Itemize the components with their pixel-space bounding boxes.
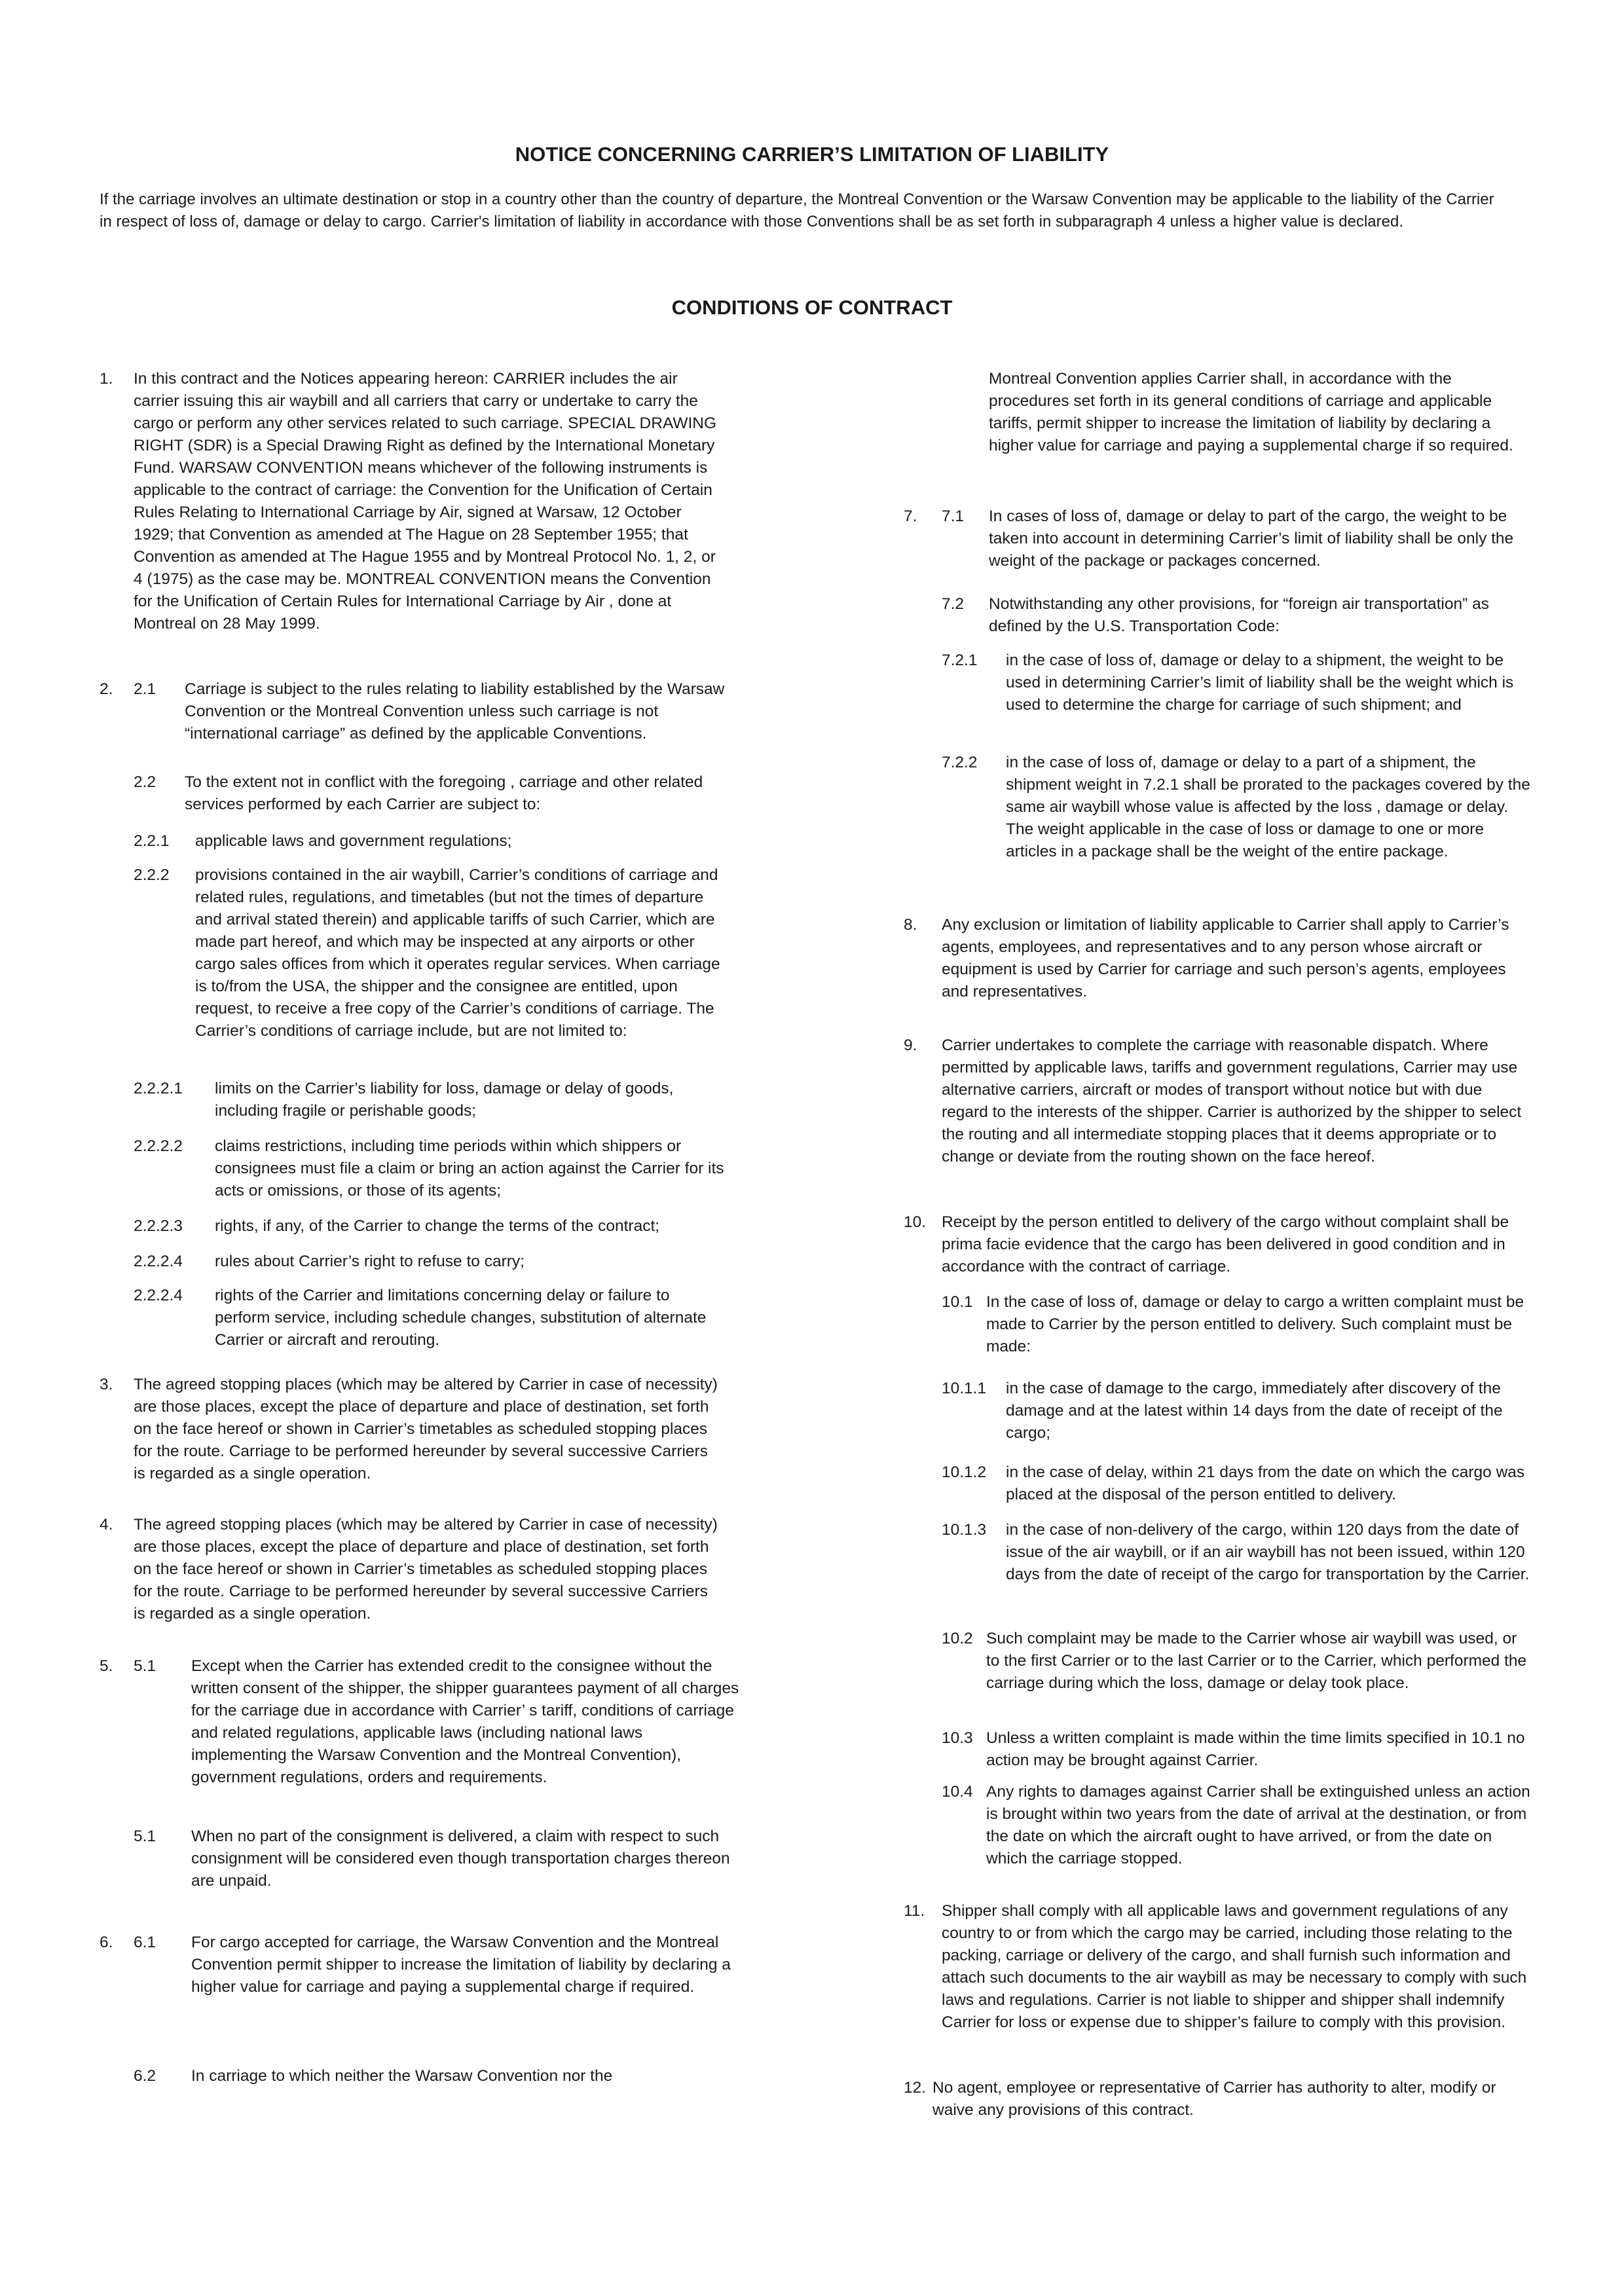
clause-text: claims restrictions, including time periods within which shippers or consignees must file a claim or bring an action against the Carrier for its acts or omissions, or those of its agents;	[215, 1137, 724, 1200]
clause-text: In cases of loss of, damage or delay to part of the cargo, the weight to be taken into account in determining Carrier’s limit of liability shall be only the weight of the package or packages concerned.	[989, 507, 1514, 570]
clause-text: in the case of non-delivery of the cargo, within 120 days from the date of issue of the air waybill, or if an air waybill has not been issued, within 120 days from the date of receipt of the cargo for transportation by the Carrier.	[1006, 1521, 1530, 1583]
clause-text: For cargo accepted for carriage, the Warsaw Convention and the Montreal Convention permit shipper to increase the limitation of liability by declaring a higher value for carriage and paying a supplemental charge if required.	[191, 1934, 731, 1996]
conditions-title: CONDITIONS OF CONTRACT	[671, 296, 953, 319]
clause-number: 12.	[904, 2079, 927, 2097]
subclause-number: 2.2.2.2	[134, 1137, 183, 1155]
clause-text: The agreed stopping places (which may be altered by Carrier in case of necessity) are those places, except the place of departure and place of destination, set forth on the face hereof or shown in Carrier’s timetables as scheduled stopping places for the route. Carriage to be performed hereunder by several successive Carriers is regarded as a single operation.	[134, 1376, 718, 1482]
clause-text: No agent, employee or representative of Carrier has authority to alter, modify or waive any provisions of this contract.	[932, 2079, 1496, 2119]
clause-text: Carrier undertakes to complete the carriage with reasonable dispatch. Where permitted by applicable laws, tariffs and government regulations, Carrier may use alternative carriers, aircraft or modes of transport without notice but with due regard to the interests of the shipper. Carrier is authorized by the shipper to select the routing and all intermediate stopping places that it deems appropriate or to change or deviate from the routing shown on the face hereof.	[942, 1037, 1522, 1166]
clause-text: in the case of loss of, damage or delay to a shipment, the weight to be used in determining Carrier’s limit of liability shall be the weight which is used to determine the charge for carriage of such shipment; and	[1006, 652, 1514, 714]
clause-number: 1.	[100, 370, 113, 388]
subclause-number: 10.4	[942, 1783, 973, 1801]
subclause-number: 2.2	[134, 773, 157, 791]
clause-number: 3.	[100, 1376, 113, 1393]
subclause-number: 5.1	[134, 1827, 157, 1845]
clause-text: In the case of loss of, damage or delay to cargo a written complaint must be made to Carrier by the person entitled to delivery. Such complaint must be made:	[986, 1293, 1524, 1355]
clause-number: 2.	[100, 680, 113, 698]
clause-number: 4.	[100, 1516, 113, 1533]
clause-text: To the extent not in conflict with the foregoing , carriage and other related services performed by each Carrier are subject to:	[185, 773, 703, 813]
subclause-number: 10.2	[942, 1630, 973, 1647]
clause-text: Any exclusion or limitation of liability applicable to Carrier shall apply to Carrier’s agents, employees, and representatives and to any person whose aircraft or equipment is used by Carrier for carriage and such person’s agents, employees and representatives.	[942, 916, 1509, 1001]
clause-text: Except when the Carrier has extended credit to the consignee without the written consent of the shipper, the shipper guarantees payment of all charges for the carriage due in accordance with Carrier’ s tariff, conditions of carriage and related regulations, applicable laws (including national laws implementing the Warsaw Convention and the Montreal Convention), government regulations, orders and requirements.	[191, 1657, 739, 1786]
clause-text: in the case of damage to the cargo, immediately after discovery of the damage and at the latest within 14 days from the date of receipt of the cargo;	[1006, 1380, 1503, 1442]
clause-text: rights, if any, of the Carrier to change the terms of the contract;	[215, 1217, 660, 1235]
notice-text: If the carriage involves an ultimate destination or stop in a country other than the country of departure, the Montreal Convention or the Warsaw Convention may be applicable to the liability of the Carrier in respect of loss of, damage or delay to cargo. Carrier's limitation of liability in accordance with those Conventions shall be as set forth in subparagraph 4 unless a higher value is declared.	[100, 191, 1494, 230]
subclause-number: 6.1	[134, 1934, 157, 1951]
subclause-number: 2.2.2.1	[134, 1080, 183, 1097]
subclause-number: 2.2.2	[134, 866, 170, 884]
clause-text: limits on the Carrier’s liability for loss, damage or delay of goods, including fragile or perishable goods;	[215, 1080, 674, 1120]
clause-number: 10.	[904, 1213, 927, 1231]
clause-text: Unless a written complaint is made within the time limits specified in 10.1 no action may be brought against Carrier.	[986, 1729, 1525, 1769]
subclause-number: 7.2.2	[942, 754, 978, 771]
subclause-number: 6.2	[134, 2067, 157, 2085]
clause-text: in the case of delay, within 21 days from the date on which the cargo was placed at the disposal of the person entitled to delivery.	[1006, 1463, 1525, 1503]
clause-text: When no part of the consignment is delivered, a claim with respect to such consignment will be considered even though transportation charges thereon are unpaid.	[191, 1827, 730, 1890]
clause-number: 7.	[904, 507, 917, 525]
clause-number: 11.	[904, 1902, 925, 1920]
clause-text: Carriage is subject to the rules relating to liability established by the Warsaw Convention or the Montreal Convention unless such carriage is not “international carriage” as defined by the applicable Conventions.	[185, 680, 725, 743]
clause-number: 9.	[904, 1037, 917, 1054]
clause-text: Montreal Convention applies Carrier shall, in accordance with the procedures set forth in its general conditions of carriage and applicable tariffs, permit shipper to increase the limitation of liability by declaring a higher value for carriage and paying a supplemental charge if so required.	[989, 370, 1513, 454]
clause-text: Such complaint may be made to the Carrier whose air waybill was used, or to the first Carrier or to the last Carrier or to the Carrier, which performed the carriage during which the loss, damage or delay took place.	[986, 1630, 1527, 1692]
clause-text: Receipt by the person entitled to delivery of the cargo without complaint shall be prima facie evidence that the cargo has been delivered in good condition and in accordance with the contract of carriage.	[942, 1213, 1509, 1276]
clause-text: in the case of loss of, damage or delay to a part of a shipment, the shipment weight in 7.2.1 shall be prorated to the packages covered by the same air waybill whose value is affected by the loss , damage or delay. The weight applicable in the case of loss or damage to one or more articles in a package shall be the weight of the entire package.	[1006, 754, 1530, 860]
subclause-number: 10.3	[942, 1729, 973, 1747]
subclause-number: 2.2.2.3	[134, 1217, 183, 1235]
subclause-number: 10.1	[942, 1293, 973, 1311]
subclause-number: 2.1	[134, 680, 157, 698]
clause-text: Any rights to damages against Carrier shall be extinguished unless an action is brought within two years from the date of arrival at the destination, or from the date on which the aircraft ought to have arrived, or from the date on which the carriage stopped.	[986, 1783, 1530, 1867]
subclause-number: 10.1.2	[942, 1463, 987, 1481]
clause-text: In this contract and the Notices appearing hereon: CARRIER includes the air carrier issuing this air waybill and all carriers that carry or undertake to carry the cargo or perform any other services related to such carriage. SPECIAL DRAWING RIGHT (SDR) is a Special Drawing Right as defined by the International Monetary Fund. WARSAW CONVENTION means whichever of the following instruments is applicable to the contract of carriage: the Convention for the Unification of Certain Rules Relating to International Carriage by Air, signed at Warsaw, 12 October 1929; that Convention as amended at The Hague on 28 September 1955; that Convention as amended at The Hague 1955 and by Montreal Protocol No. 1, 2, or 4 (1975) as the case may be. MONTREAL CONVENTION means the Convention for the Unification of Certain Rules for International Carriage by Air , done at Montreal on 28 May 1999.	[134, 370, 717, 633]
clause-text: provisions contained in the air waybill, Carrier’s conditions of carriage and related rules, regulations, and timetables (but not the times of departure and arrival stated therein) and applicable tariffs of such Carrier, which are made part hereof, and which may be inspected at any airports or other cargo sales offices from which it operates regular services. When carriage is to/from the USA, the shipper and the consignee are entitled, upon request, to receive a free copy of the Carrier’s conditions of carriage. The Carrier’s conditions of carriage include, but are not limited to:	[195, 866, 720, 1040]
clause-text: In carriage to which neither the Warsaw Convention nor the	[191, 2067, 613, 2085]
clause-text: applicable laws and government regulations;	[195, 832, 512, 850]
clause-number: 5.	[100, 1657, 113, 1675]
subclause-number: 7.2	[942, 595, 965, 613]
subclause-number: 2.2.1	[134, 832, 170, 850]
subclause-number: 10.1.1	[942, 1380, 987, 1397]
subclause-number: 7.1	[942, 507, 965, 525]
subclause-number: 5.1	[134, 1657, 157, 1675]
subclause-number: 2.2.2.4	[134, 1253, 183, 1270]
subclause-number: 10.1.3	[942, 1521, 987, 1539]
clause-text: Notwithstanding any other provisions, for “foreign air transportation” as defined by the U.S. Transportation Code:	[989, 595, 1489, 635]
clause-text: The agreed stopping places (which may be altered by Carrier in case of necessity) are those places, except the place of departure and place of destination, set forth on the face hereof or shown in Carrier’s timetables as scheduled stopping places for the route. Carriage to be performed hereunder by several successive Carriers is regarded as a single operation.	[134, 1516, 718, 1623]
subclause-number: 2.2.2.4	[134, 1287, 183, 1304]
clause-number: 8.	[904, 916, 917, 934]
notice-title: NOTICE CONCERNING CARRIER’S LIMITATION OF LIABILITY	[515, 143, 1109, 166]
clause-number: 6.	[100, 1934, 113, 1951]
clause-text: rights of the Carrier and limitations concerning delay or failure to perform service, including schedule changes, substitution of alternate Carrier or aircraft and rerouting.	[215, 1287, 707, 1349]
clause-text: rules about Carrier’s right to refuse to carry;	[215, 1253, 525, 1270]
subclause-number: 7.2.1	[942, 652, 978, 669]
clause-text: Shipper shall comply with all applicable laws and government regulations of any country to or from which the cargo may be carried, including those relating to the packing, carriage or delivery of the cargo, and shall furnish such information and attach such documents to the air waybill as may be necessary to comply with such laws and regulations. Carrier is not liable to shipper and shipper shall indemnify Carrier for loss or expense due to shipper’s failure to comply with this provision.	[942, 1902, 1527, 2031]
